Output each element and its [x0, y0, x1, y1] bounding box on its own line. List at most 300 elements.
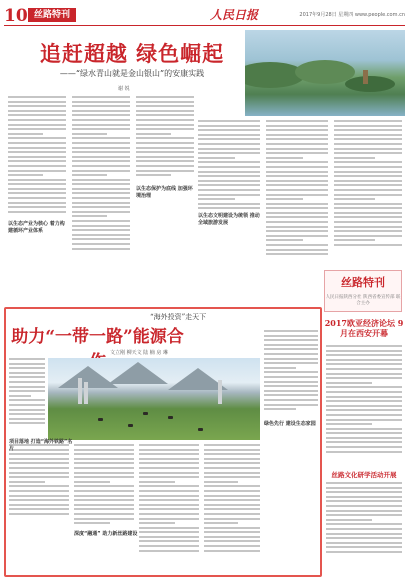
body-text-line: [139, 476, 199, 478]
body-text-line: [204, 476, 260, 478]
body-text-line: [139, 481, 175, 483]
body-text-line: [139, 545, 199, 547]
body-text-line: [72, 101, 130, 103]
body-text-line: [334, 230, 402, 232]
body-text-line: [204, 518, 260, 520]
body-text-line: [8, 110, 66, 112]
body-text-line: [266, 138, 328, 140]
body-text-line: [334, 189, 402, 191]
body-text-line: [198, 161, 260, 163]
main-subhead: ——“绿水青山就是金山银山”的安康实践: [59, 69, 205, 78]
body-text-line: [326, 386, 402, 388]
body-text-line: [139, 522, 175, 524]
top-subhead-3: 以生态文明建设为统领 推动全域旅游发展: [198, 213, 260, 226]
body-text-line: [9, 490, 69, 492]
body-text-line: [326, 354, 402, 356]
body-text-line: [326, 377, 402, 379]
body-text-line: [8, 105, 66, 107]
body-text-line: [72, 234, 130, 236]
body-text-line: [334, 244, 402, 246]
body-text-line: [204, 444, 260, 446]
body-text-line: [264, 335, 318, 337]
body-text-line: [204, 499, 260, 501]
sidebar-column-1: [326, 345, 402, 455]
body-text-line: [264, 399, 318, 401]
body-text-line: [74, 508, 134, 510]
body-text-line: [204, 481, 238, 483]
body-text-line: [264, 330, 318, 332]
body-text-line: [326, 363, 402, 365]
sidebar-headline-1: 2017欧亚经济论坛 9月在西安开幕: [324, 318, 404, 338]
body-text-line: [72, 243, 130, 245]
top-subhead-2: 以生态保护为底线 加强环境治理: [136, 186, 193, 199]
body-text-line: [9, 386, 45, 388]
body-text-line: [204, 504, 260, 506]
body-text-line: [264, 358, 318, 360]
body-text-line: [326, 441, 402, 443]
body-text-line: [326, 523, 402, 525]
body-text-line: [139, 449, 199, 451]
feature-column-5: [204, 444, 260, 554]
body-text-line: [74, 481, 110, 483]
body-text-line: [139, 444, 199, 446]
body-text-line: [266, 129, 328, 131]
body-text-line: [72, 110, 130, 112]
body-text-line: [334, 129, 402, 131]
body-text-line: [9, 409, 45, 411]
top-column-6: [334, 120, 402, 249]
body-text-line: [9, 381, 45, 383]
body-text-line: [326, 419, 402, 421]
body-text-line: [72, 229, 130, 231]
body-text-line: [74, 458, 134, 460]
body-text-line: [72, 215, 107, 217]
body-text-line: [74, 490, 134, 492]
body-text-line: [204, 485, 260, 487]
body-text-line: [204, 531, 260, 533]
body-text-line: [74, 513, 134, 515]
body-text-line: [334, 207, 402, 209]
body-text-line: [139, 490, 199, 492]
body-text-line: [9, 395, 31, 397]
body-text-line: [334, 216, 402, 218]
body-text-line: [136, 114, 194, 116]
body-text-line: [8, 192, 66, 194]
feature-kicker: “海外投资”走天下: [150, 313, 207, 321]
body-text-line: [139, 467, 199, 469]
body-text-line: [334, 184, 402, 186]
body-text-line: [198, 129, 260, 131]
body-text-line: [326, 533, 402, 535]
body-text-line: [136, 128, 194, 130]
body-text-line: [266, 125, 328, 127]
lake-photo: [245, 30, 405, 116]
body-text-line: [264, 362, 318, 364]
body-text-line: [9, 372, 45, 374]
body-text-line: [136, 170, 194, 172]
body-text-line: [198, 175, 260, 177]
body-text-line: [72, 114, 130, 116]
body-text-line: [334, 226, 402, 228]
body-text-line: [326, 391, 402, 393]
body-text-line: [326, 496, 402, 498]
top-column-3: [136, 96, 194, 179]
body-text-line: [9, 453, 69, 455]
body-text-line: [72, 151, 130, 153]
body-text-line: [139, 508, 199, 510]
body-text-line: [72, 160, 130, 162]
body-text-line: [204, 508, 260, 510]
body-text-line: [204, 467, 260, 469]
silk-box-title: 丝路特刊: [341, 276, 385, 289]
feature-column-6: [264, 330, 318, 413]
feature-subhead-1: 项目落地 打造“海外铁路”名片: [9, 439, 73, 452]
body-text-line: [8, 170, 66, 172]
body-text-line: [264, 404, 318, 406]
body-text-line: [198, 198, 235, 200]
body-text-line: [8, 160, 66, 162]
body-text-line: [334, 166, 402, 168]
body-text-line: [74, 476, 134, 478]
body-text-line: [8, 174, 43, 176]
body-text-line: [334, 212, 402, 214]
body-text-line: [326, 396, 402, 398]
body-text-line: [198, 194, 260, 196]
body-text-line: [266, 152, 328, 154]
body-text-line: [139, 518, 199, 520]
body-text-line: [139, 485, 199, 487]
body-text-line: [139, 495, 199, 497]
body-text-line: [266, 239, 303, 241]
body-text-line: [72, 156, 130, 158]
body-text-line: [204, 449, 260, 451]
body-text-line: [198, 171, 260, 173]
body-text-line: [266, 216, 328, 218]
body-text-line: [74, 504, 134, 506]
body-text-line: [198, 125, 260, 127]
body-text-line: [198, 120, 260, 122]
body-text-line: [72, 133, 107, 135]
body-text-line: [9, 462, 69, 464]
body-text-line: [9, 467, 69, 469]
body-text-line: [136, 105, 194, 107]
body-text-line: [9, 499, 69, 501]
body-text-line: [198, 138, 260, 140]
body-text-line: [266, 157, 303, 159]
body-text-line: [74, 499, 134, 501]
body-text-line: [136, 142, 194, 144]
body-text-line: [74, 449, 134, 451]
body-text-line: [72, 192, 130, 194]
body-text-line: [334, 203, 402, 205]
top-column-4: [198, 120, 260, 212]
body-text-line: [326, 491, 402, 493]
body-text-line: [334, 239, 375, 241]
body-text-line: [198, 143, 260, 145]
body-text-line: [266, 198, 303, 200]
body-text-line: [326, 505, 402, 507]
section-tag: 丝路特刊: [28, 8, 76, 22]
body-text-line: [139, 536, 199, 538]
body-text-line: [264, 348, 318, 350]
body-text-line: [139, 499, 199, 501]
body-text-line: [264, 385, 318, 387]
body-text-line: [326, 359, 402, 361]
body-text-line: [198, 207, 260, 209]
body-text-line: [72, 119, 130, 121]
top-column-1: [8, 96, 66, 215]
body-text-line: [266, 166, 328, 168]
body-text-line: [264, 408, 296, 410]
body-text-line: [8, 133, 43, 135]
body-text-line: [198, 148, 260, 150]
body-text-line: [334, 157, 375, 159]
body-text-line: [8, 179, 66, 181]
body-text-line: [334, 180, 402, 182]
feature-column-2: [9, 444, 69, 518]
body-text-line: [326, 345, 402, 347]
body-text-line: [136, 174, 171, 176]
body-text-line: [72, 183, 130, 185]
body-text-line: [72, 197, 130, 199]
silk-box-subtitle: 人民日报陕西分社 陕西省委宣传部 联合主办: [325, 295, 401, 306]
body-text-line: [9, 504, 69, 506]
body-text-line: [8, 151, 66, 153]
body-text-line: [198, 189, 260, 191]
body-text-line: [266, 189, 328, 191]
body-text-line: [8, 101, 66, 103]
body-text-line: [326, 510, 402, 512]
body-text-line: [139, 531, 199, 533]
body-text-line: [266, 171, 328, 173]
body-text-line: [9, 476, 69, 478]
body-text-line: [264, 339, 318, 341]
body-text-line: [72, 170, 130, 172]
body-text-line: [326, 405, 402, 407]
body-text-line: [9, 390, 45, 392]
body-text-line: [72, 179, 130, 181]
top-subhead-1: 以生态产业为核心 着力构建循环产业体系: [8, 221, 65, 234]
feature-column-4: [139, 444, 199, 554]
body-text-line: [266, 207, 328, 209]
body-text-line: [198, 180, 260, 182]
body-text-line: [334, 194, 402, 196]
body-text-line: [8, 165, 66, 167]
top-column-5: [266, 120, 328, 258]
body-text-line: [326, 400, 402, 402]
body-text-line: [72, 220, 130, 222]
body-text-line: [326, 432, 402, 434]
body-text-line: [9, 495, 69, 497]
body-text-line: [334, 120, 402, 122]
body-text-line: [266, 120, 328, 122]
body-text-line: [72, 142, 130, 144]
main-headline: 追赶超越 绿色崛起: [39, 41, 225, 66]
body-text-line: [326, 350, 402, 352]
body-text-line: [198, 134, 260, 136]
body-text-line: [334, 148, 402, 150]
body-text-line: [266, 221, 328, 223]
body-text-line: [8, 211, 66, 213]
body-text-line: [266, 203, 328, 205]
body-text-line: [326, 423, 372, 425]
body-text-line: [72, 128, 130, 130]
body-text-line: [266, 143, 328, 145]
body-text-line: [9, 404, 45, 406]
body-text-line: [326, 487, 402, 489]
body-text-line: [198, 157, 235, 159]
body-text-line: [264, 344, 318, 346]
body-text-line: [334, 161, 402, 163]
body-text-line: [136, 156, 194, 158]
body-text-line: [72, 147, 130, 149]
body-text-line: [266, 180, 328, 182]
body-text-line: [136, 96, 194, 98]
body-text-line: [136, 110, 194, 112]
body-text-line: [72, 206, 130, 208]
body-text-line: [326, 382, 372, 384]
body-text-line: [72, 188, 130, 190]
body-text-line: [8, 142, 66, 144]
body-text-line: [334, 171, 402, 173]
body-text-line: [326, 368, 402, 370]
body-text-line: [8, 183, 66, 185]
body-text-line: [72, 96, 130, 98]
body-text-line: [136, 151, 194, 153]
body-text-line: [74, 495, 134, 497]
feature-column-3: [74, 444, 134, 527]
body-text-line: [139, 462, 199, 464]
body-text-line: [8, 202, 66, 204]
body-text-line: [266, 161, 328, 163]
body-text-line: [204, 462, 260, 464]
feature-column-1: [9, 358, 45, 427]
body-text-line: [334, 175, 402, 177]
body-text-line: [326, 414, 402, 416]
body-text-line: [136, 160, 194, 162]
silk-road-box: [324, 270, 402, 312]
body-text-line: [74, 485, 134, 487]
page-header: [4, 4, 405, 26]
body-text-line: [326, 528, 402, 530]
body-text-line: [136, 124, 194, 126]
body-text-line: [334, 235, 402, 237]
body-text-line: [266, 148, 328, 150]
top-byline: 谢 锐: [118, 86, 130, 92]
body-text-line: [8, 197, 66, 199]
body-text-line: [9, 358, 45, 360]
body-text-line: [204, 490, 260, 492]
body-text-line: [74, 518, 134, 520]
body-text-line: [198, 203, 260, 205]
body-text-line: [8, 128, 66, 130]
body-text-line: [334, 221, 402, 223]
body-text-line: [266, 194, 328, 196]
body-text-line: [266, 249, 328, 251]
body-text-line: [8, 188, 66, 190]
body-text-line: [9, 413, 45, 415]
date-line: 2017年9月28日 星期四 www.people.com.cn: [299, 12, 405, 18]
body-text-line: [8, 147, 66, 149]
body-text-line: [266, 235, 328, 237]
body-text-line: [136, 165, 194, 167]
feature-title: 助力“一带一路”能源合: [11, 327, 184, 347]
body-text-line: [264, 371, 318, 373]
body-text-line: [204, 472, 260, 474]
body-text-line: [204, 527, 260, 529]
body-text-line: [326, 537, 402, 539]
body-text-line: [8, 96, 66, 98]
body-text-line: [9, 399, 45, 401]
body-text-line: [74, 467, 134, 469]
body-text-line: [9, 458, 69, 460]
feature-subhead-3: 深度“融通” 助力新丝路建设: [74, 531, 138, 537]
body-text-line: [136, 137, 194, 139]
body-text-line: [326, 437, 402, 439]
body-text-line: [8, 137, 66, 139]
sidebar-column-2: [326, 482, 402, 556]
body-text-line: [72, 248, 130, 250]
body-text-line: [9, 418, 45, 420]
body-text-line: [198, 152, 260, 154]
body-text-line: [139, 540, 199, 542]
body-text-line: [204, 458, 260, 460]
body-text-line: [326, 551, 402, 553]
body-text-line: [9, 481, 45, 483]
body-text-line: [72, 105, 130, 107]
body-text-line: [139, 472, 199, 474]
body-text-line: [74, 472, 134, 474]
body-text-line: [334, 138, 402, 140]
body-text-line: [9, 513, 69, 515]
body-text-line: [264, 353, 318, 355]
body-text-line: [74, 453, 134, 455]
body-text-line: [204, 545, 260, 547]
body-text-line: [204, 540, 260, 542]
body-text-line: [266, 175, 328, 177]
body-text-line: [266, 230, 328, 232]
body-text-line: [204, 536, 260, 538]
body-text-line: [264, 381, 318, 383]
body-text-line: [8, 119, 66, 121]
body-text-line: [326, 409, 402, 411]
body-text-line: [8, 124, 66, 126]
body-text-line: [204, 495, 260, 497]
body-text-line: [136, 147, 194, 149]
body-text-line: [72, 225, 130, 227]
body-text-line: [9, 376, 45, 378]
feature-subhead-2: 绿色先行 建设生态家园: [264, 421, 316, 427]
body-text-line: [334, 125, 402, 127]
body-text-line: [334, 152, 402, 154]
body-text-line: [266, 212, 328, 214]
body-text-line: [326, 428, 402, 430]
body-text-line: [326, 514, 402, 516]
body-text-line: [204, 453, 260, 455]
body-text-line: [334, 134, 402, 136]
body-text-line: [72, 137, 130, 139]
body-text-line: [326, 446, 402, 448]
body-text-line: [9, 472, 69, 474]
body-text-line: [264, 367, 296, 369]
body-text-line: [266, 253, 328, 255]
body-text-line: [72, 211, 130, 213]
body-text-line: [264, 376, 318, 378]
body-text-line: [72, 174, 107, 176]
body-text-line: [198, 166, 260, 168]
body-text-line: [136, 133, 171, 135]
body-text-line: [266, 226, 328, 228]
